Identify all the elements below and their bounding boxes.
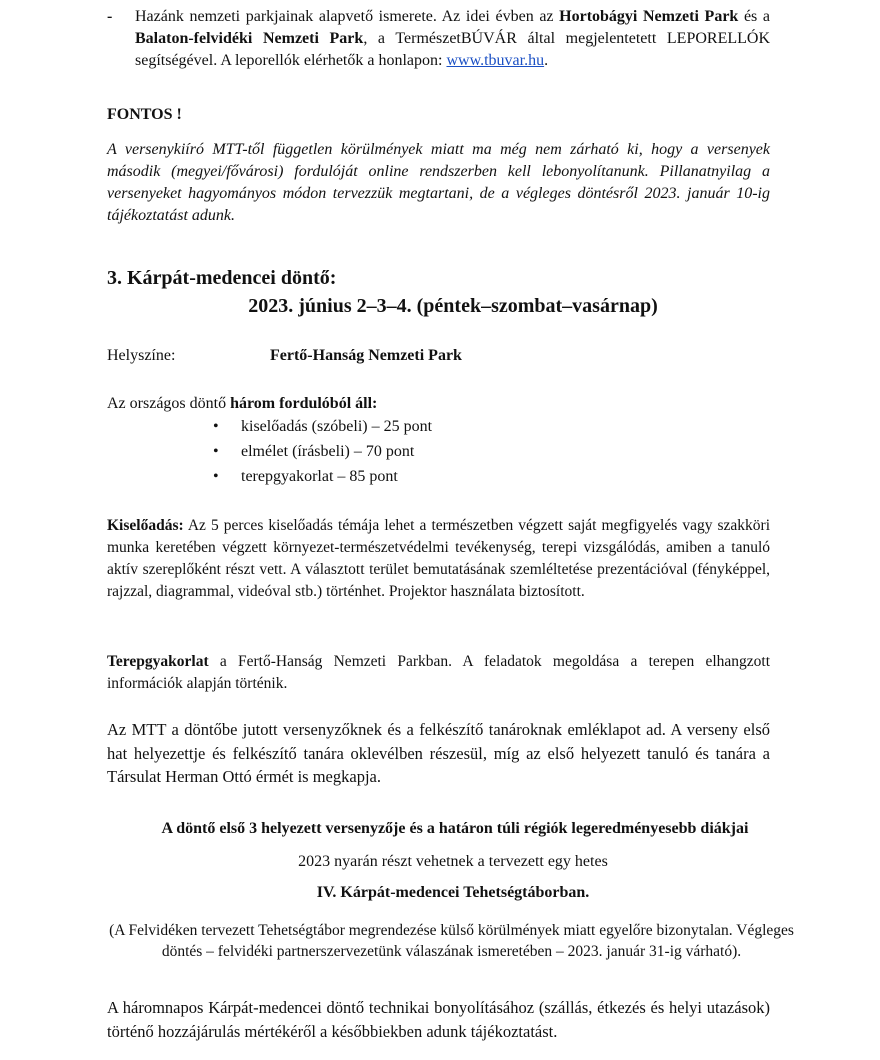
bullet-dot: • — [213, 443, 219, 460]
balaton-park-name: Balaton-felvidéki Nemzeti Park — [135, 30, 364, 47]
fieldwork-label: Terepgyakorlat — [107, 653, 209, 670]
final-paragraph: A háromnapos Kárpát-medencei döntő technikai bonyolításához (szállás, étkezés és helyi utazások) történő hozzájárulás mértékéről a későbbiekben adunk tájékoztatást. — [107, 998, 770, 1041]
talent-camp-line: IV. Kárpát-medencei Tehetségtáborban. — [316, 884, 590, 901]
bullet-dash: - — [107, 8, 113, 25]
fieldwork-paragraph: Terepgyakorlat a Fertő-Hanság Nemzeti Parkban. A feladatok megoldása a terepen elhangzott információk alapján történik. — [107, 653, 770, 692]
list-item: • elmélet (írásbeli) – 70 pont — [213, 441, 613, 466]
summer-line: 2023 nyarán részt vehetnek a tervezett egy hetes — [298, 853, 608, 870]
talk-label: Kiselőadás: — [107, 517, 184, 534]
hortobagy-park-name: Hortobágyi Nemzeti Park — [559, 8, 739, 25]
location-label: Helyszíne: — [107, 347, 176, 364]
final-round-heading: 3. Kárpát-medencei döntő: — [107, 267, 337, 289]
list-item: • terepgyakorlat – 85 pont — [213, 466, 613, 491]
bullet-dot: • — [213, 418, 219, 435]
fontos-heading: FONTOS ! — [107, 106, 182, 123]
list-item: • kiselőadás (szóbeli) – 25 pont — [213, 416, 613, 441]
location-value: Fertő-Hanság Nemzeti Park — [270, 347, 462, 364]
camp-note: (A Felvidéken tervezett Tehetségtábor megrendezése külső körülmények miatt egyelőre bizonytalan. Végleges döntés – felvidéki partnerszervezetünk válaszának ismeretében – 2023. január 31-ig várható). — [109, 922, 794, 960]
fontos-notice: A versenykiíró MTT-től független körülmények miatt ma még nem zárható ki, hogy a versenyek második (megyei/fővárosi) fordulóját online rendszerben kell lebonyolítanunk. Pillanatnyilag a versenyeket hagyományos módon tervezzük megtartani, de a végleges döntésről 2023. január 10-ig tájékoztatást adunk. — [107, 141, 770, 224]
winners-line: A döntő első 3 helyezett versenyzője és a határon túli régiók legeredményesebb diákjai — [161, 820, 749, 837]
talk-paragraph: Kiselőadás: Az 5 perces kiselőadás témája lehet a természetben végzett saját megfigyelés vagy szakköri munka keretében végzett környezet-természetvédelmi tevékenység, terepi vizsgálódás, amiben a tanuló aktív szereplőként részt vett. A választott terület bemutatásának szemléltetése prezentációval (fényképpel, rajzzal, diagrammal, videóval stb.) történhet. Projektor használata biztosított. — [107, 517, 770, 600]
rounds-list — [213, 416, 613, 491]
bullet-dot: • — [213, 468, 219, 485]
bullet-text: Hazánk nemzeti parkjainak alapvető ismerete. Az idei évben az Hortobágyi Nemzeti Park és a Balaton-felvidéki Nemzeti Park, a TermészetBÚVÁR által megjelentetett LEPORELLÓK segítségével. A leporellók elérhetők a honlapon: www.tbuvar.hu. — [135, 8, 770, 69]
final-round-date: 2023. június 2–3–4. (péntek–szombat–vasárnap) — [248, 295, 658, 317]
rounds-intro: Az országos döntő három fordulóból áll: — [107, 395, 378, 412]
awards-paragraph: Az MTT a döntőbe jutott versenyzőknek és a felkészítő tanároknak emléklapot ad. A verseny első hat helyezettje és felkészítő tanára oklevélben részesül, míg az első helyezett tanuló és tanára a Társulat Herman Ottó érmét is megkapja. — [107, 720, 770, 786]
tbuvar-link[interactable]: www.tbuvar.hu — [446, 52, 545, 69]
